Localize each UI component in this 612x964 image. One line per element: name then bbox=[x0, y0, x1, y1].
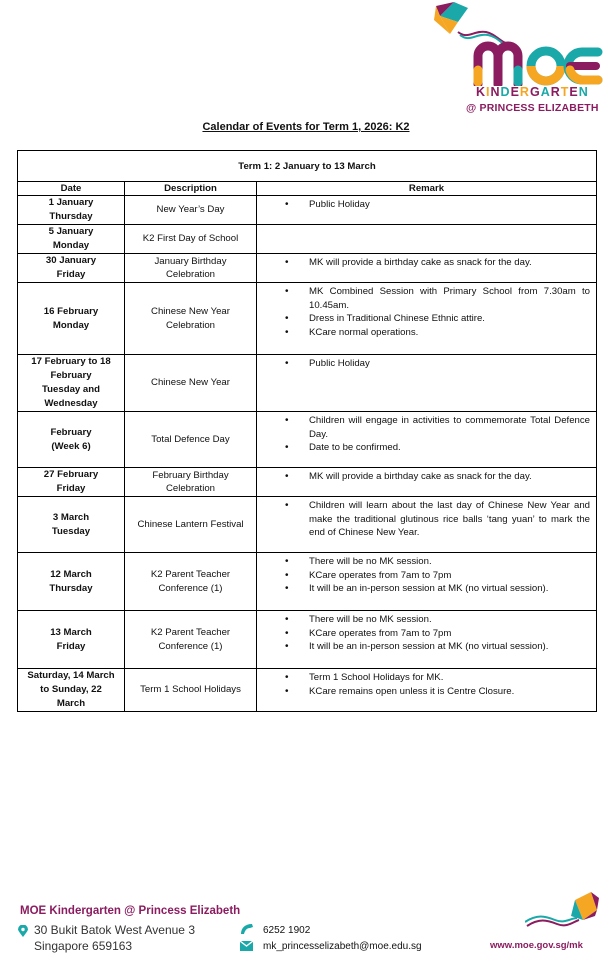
date-line: to Sunday, 22 bbox=[40, 684, 102, 695]
date-line: Friday bbox=[56, 483, 86, 494]
kite-icon bbox=[525, 892, 601, 932]
term-heading-row bbox=[18, 151, 597, 182]
date-line: 3 March bbox=[52, 511, 90, 523]
date-line: (Week 6) bbox=[51, 440, 91, 452]
description-cell bbox=[125, 553, 257, 611]
date-cell bbox=[18, 611, 125, 669]
remark-item: • KCare operates from 7am to 7pm bbox=[257, 627, 590, 641]
footer-phone[interactable]: 6252 1902 bbox=[263, 925, 311, 936]
remark-item: • Children will engage in activities to commemorate Total Defence Day. bbox=[257, 414, 590, 441]
description-line: K2 Parent Teacher bbox=[150, 569, 231, 580]
table-row bbox=[18, 553, 597, 611]
date-cell bbox=[18, 254, 125, 283]
logo-kindergarten-text: KINDERGARTEN bbox=[476, 85, 589, 99]
description-line: Conference (1) bbox=[158, 582, 223, 594]
description-line: February Birthday bbox=[152, 469, 229, 481]
date-cell bbox=[18, 196, 125, 225]
description-cell bbox=[125, 611, 257, 669]
date-line: 5 January bbox=[48, 226, 94, 237]
moe-wordmark bbox=[470, 38, 605, 86]
logo-centre-name: @ PRINCESS ELIZABETH bbox=[466, 102, 599, 114]
table-row bbox=[18, 611, 597, 669]
document-title: Calendar of Events for Term 1, 2026: K2 bbox=[202, 121, 410, 133]
remark-item: • Public Holiday bbox=[257, 198, 590, 212]
remark-list bbox=[257, 613, 590, 654]
date-cell bbox=[18, 283, 125, 355]
remark-cell bbox=[257, 283, 597, 355]
column-header-date: Date bbox=[18, 182, 125, 196]
date-cell bbox=[18, 355, 125, 412]
date-cell bbox=[18, 669, 125, 712]
date-line: Monday bbox=[52, 240, 90, 251]
remark-cell bbox=[257, 553, 597, 611]
remark-item: • Date to be confirmed. bbox=[257, 441, 590, 455]
description-cell bbox=[125, 254, 257, 283]
date-line: 1 January bbox=[48, 197, 94, 208]
remark-cell bbox=[257, 611, 597, 669]
table-row bbox=[18, 254, 597, 283]
remark-item: • MK Combined Session with Primary School from 7.30am to 10.45am. bbox=[257, 285, 590, 312]
remark-cell bbox=[257, 497, 597, 553]
date-cell bbox=[18, 225, 125, 254]
description-line: Celebration bbox=[165, 483, 216, 494]
description-cell bbox=[125, 412, 257, 468]
remark-cell bbox=[257, 355, 597, 412]
description-line: Term 1 School Holidays bbox=[140, 684, 241, 696]
remark-item: • It will be an in-person session at MK (no virtual session). bbox=[257, 640, 590, 654]
remark-item: • MK will provide a birthday cake as snack for the day. bbox=[257, 470, 590, 484]
description-cell bbox=[125, 468, 257, 497]
remark-list bbox=[257, 198, 590, 212]
remark-item: • There will be no MK session. bbox=[257, 613, 590, 627]
remark-cell bbox=[257, 669, 597, 712]
description-line: Celebration bbox=[165, 319, 216, 331]
description-line: K2 Parent Teacher bbox=[150, 627, 231, 638]
description-line: K2 First Day of School bbox=[142, 233, 239, 245]
date-line: 27 February bbox=[43, 469, 99, 480]
date-line: Thursday bbox=[49, 582, 93, 594]
date-line: Wednesday bbox=[44, 398, 98, 409]
date-cell bbox=[18, 412, 125, 468]
email-icon bbox=[240, 941, 253, 951]
description-cell bbox=[125, 669, 257, 712]
remark-list bbox=[257, 285, 590, 339]
address-line-2: Singapore 659163 bbox=[34, 939, 133, 953]
description-cell bbox=[125, 196, 257, 225]
table-header-row bbox=[18, 182, 597, 196]
date-cell bbox=[18, 468, 125, 497]
remark-list bbox=[257, 671, 590, 698]
remark-list bbox=[257, 499, 590, 540]
remark-item: • Children will learn about the last day of Chinese New Year and make the traditional glutinous rice balls ‘tang yuan’ to mark the end of Chinese New Year. bbox=[257, 499, 590, 540]
remark-item: • Public Holiday bbox=[257, 357, 590, 371]
date-line: 12 March bbox=[50, 568, 92, 580]
table-row bbox=[18, 497, 597, 553]
footer-address bbox=[34, 922, 195, 954]
date-cell bbox=[18, 497, 125, 553]
description-line: January Birthday bbox=[154, 255, 227, 267]
description-line: Total Defence Day bbox=[151, 433, 230, 445]
date-line: February bbox=[50, 426, 92, 438]
date-line: Friday bbox=[56, 269, 86, 280]
remark-list bbox=[257, 357, 590, 371]
date-line: 30 January bbox=[45, 255, 97, 266]
table-row bbox=[18, 283, 597, 355]
remark-cell bbox=[257, 468, 597, 497]
description-line: Chinese Lantern Festival bbox=[137, 518, 244, 530]
remark-item: • MK will provide a birthday cake as snack for the day. bbox=[257, 256, 590, 270]
footer-email-link[interactable]: mk_princesselizabeth@moe.edu.sg bbox=[263, 941, 422, 952]
description-cell bbox=[125, 497, 257, 553]
footer-centre-name: MOE Kindergarten @ Princess Elizabeth bbox=[20, 905, 241, 917]
remark-cell bbox=[257, 196, 597, 225]
date-line: 17 February to 18 bbox=[31, 356, 111, 367]
date-line: Monday bbox=[52, 319, 90, 331]
footer-website-link[interactable]: www.moe.gov.sg/mk bbox=[490, 940, 583, 951]
table-row bbox=[18, 355, 597, 412]
table-row bbox=[18, 468, 597, 497]
date-cell bbox=[18, 553, 125, 611]
date-line: Tuesday and bbox=[42, 384, 100, 395]
remark-item: • Term 1 School Holidays for MK. bbox=[257, 671, 590, 685]
description-line: Celebration bbox=[165, 269, 216, 280]
description-line: Chinese New Year bbox=[151, 306, 230, 317]
remark-list bbox=[257, 555, 590, 596]
remark-item: • KCare normal operations. bbox=[257, 326, 590, 340]
remark-list bbox=[257, 256, 590, 270]
description-line: New Year’s Day bbox=[156, 204, 225, 216]
remark-list bbox=[257, 414, 590, 455]
location-pin-icon bbox=[18, 925, 28, 937]
table-row bbox=[18, 669, 597, 712]
remark-item: • There will be no MK session. bbox=[257, 555, 590, 569]
address-line-1: 30 Bukit Batok West Avenue 3 bbox=[34, 923, 195, 937]
description-cell bbox=[125, 355, 257, 412]
remark-item: • It will be an in-person session at MK (no virtual session). bbox=[257, 582, 590, 596]
date-line: Saturday, 14 March bbox=[27, 670, 115, 681]
date-line: Tuesday bbox=[51, 525, 91, 537]
events-table bbox=[17, 150, 597, 712]
remark-item: • Dress in Traditional Chinese Ethnic attire. bbox=[257, 312, 590, 326]
date-line: 13 March bbox=[50, 626, 92, 638]
description-line: Conference (1) bbox=[158, 640, 223, 652]
column-header-remark: Remark bbox=[257, 182, 597, 196]
description-cell bbox=[125, 283, 257, 355]
column-header-description: Description bbox=[125, 182, 257, 196]
remark-cell bbox=[257, 225, 597, 254]
moe-kindergarten-logo bbox=[430, 2, 605, 117]
description-cell bbox=[125, 225, 257, 254]
table-row bbox=[18, 412, 597, 468]
remark-list bbox=[257, 470, 590, 484]
table-row bbox=[18, 225, 597, 254]
remark-cell bbox=[257, 254, 597, 283]
term-heading: Term 1: 2 January to 13 March bbox=[18, 151, 597, 182]
date-line: March bbox=[56, 698, 86, 709]
date-line: Friday bbox=[56, 640, 86, 652]
date-line: Thursday bbox=[49, 211, 93, 222]
remark-item: • KCare operates from 7am to 7pm bbox=[257, 569, 590, 583]
date-line: February bbox=[50, 370, 92, 381]
remark-item: • KCare remains open unless it is Centre Closure. bbox=[257, 685, 590, 699]
phone-icon bbox=[240, 923, 254, 935]
description-line: Chinese New Year bbox=[151, 377, 230, 389]
date-line: 16 February bbox=[43, 305, 99, 317]
table-row bbox=[18, 196, 597, 225]
remark-cell bbox=[257, 412, 597, 468]
